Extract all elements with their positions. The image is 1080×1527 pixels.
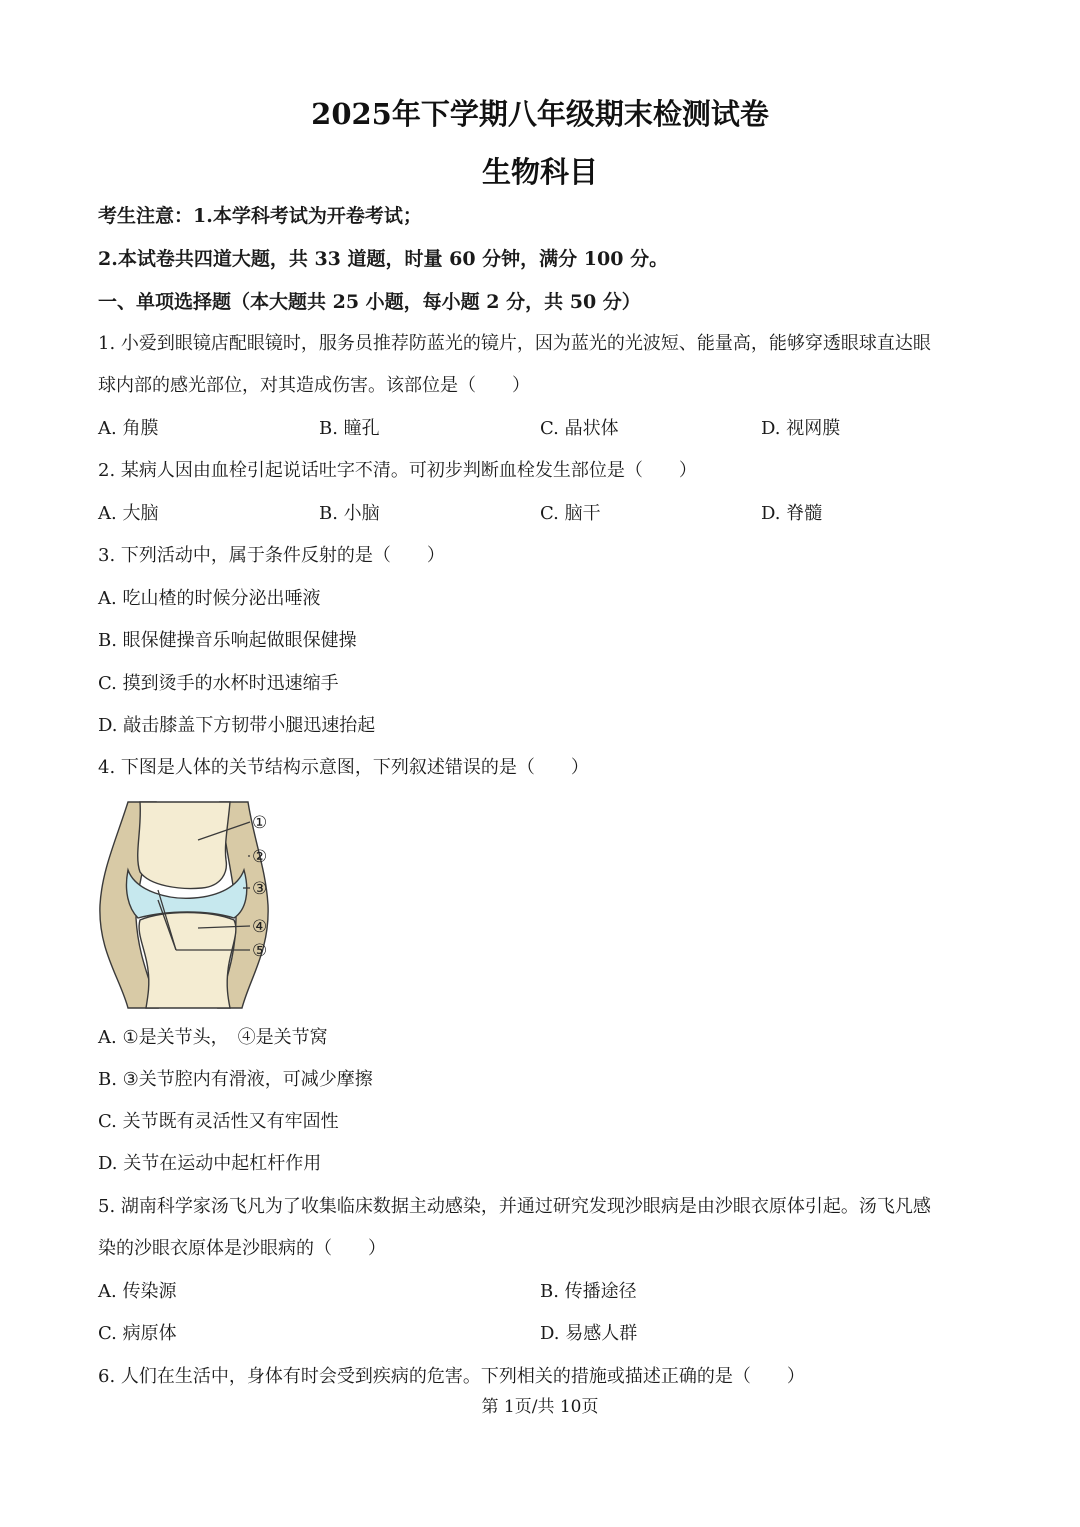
q1-option-b: B. 瞳孔 <box>319 418 380 439</box>
diagram-label-2: ② <box>252 847 268 867</box>
q3-option-b: B. 眼保健操音乐响起做眼保健操 <box>98 630 357 651</box>
q5-option-c: C. 病原体 <box>98 1323 177 1344</box>
q1-option-c: C. 晶状体 <box>540 418 619 439</box>
notice-line-1: 考生注意：1.本学科考试为开卷考试； <box>98 205 422 227</box>
q2-option-b: B. 小脑 <box>319 503 380 524</box>
q2-option-c: C. 脑干 <box>540 503 601 524</box>
diagram-label-4: ④ <box>252 917 268 937</box>
q4-option-d: D. 关节在运动中起杠杆作用 <box>98 1153 322 1174</box>
question-1-line-1: 1. 小爱到眼镜店配眼镜时，服务员推荐防蓝光的镜片，因为蓝光的光波短、能量高，能够穿透眼球直达眼 <box>98 333 931 354</box>
question-5-line-1: 5. 湖南科学家汤飞凡为了收集临床数据主动感染，并通过研究发现沙眼病是由沙眼衣原体引起。汤飞凡感 <box>98 1196 931 1217</box>
question-5-line-2: 染的沙眼衣原体是沙眼病的（ ） <box>98 1238 386 1259</box>
q1-option-a: A. 角膜 <box>98 418 159 439</box>
section-heading: 一、单项选择题（本大题共 25 小题，每小题 2 分，共 50 分） <box>98 291 641 313</box>
exam-title: 2025年下学期八年级期末检测试卷 <box>311 97 769 131</box>
diagram-label-3: ③ <box>252 879 268 899</box>
q2-option-a: A. 大脑 <box>98 503 159 524</box>
q4-option-b: B. ③关节腔内有滑液，可减少摩擦 <box>98 1069 373 1090</box>
question-1-line-2: 球内部的感光部位，对其造成伤害。该部位是（ ） <box>98 375 530 396</box>
q5-option-b: B. 传播途径 <box>540 1281 637 1302</box>
question-4-line-1: 4. 下图是人体的关节结构示意图，下列叙述错误的是（ ） <box>98 757 589 778</box>
q3-option-d: D. 敲击膝盖下方韧带小腿迅速抬起 <box>98 715 376 736</box>
q5-option-d: D. 易感人群 <box>540 1323 638 1344</box>
q5-option-a: A. 传染源 <box>98 1281 177 1302</box>
question-6-line-1: 6. 人们在生活中，身体有时会受到疾病的危害。下列相关的措施或描述正确的是（ ） <box>98 1366 805 1387</box>
joint-structure-diagram <box>98 800 288 1010</box>
q3-option-c: C. 摸到烫手的水杯时迅速缩手 <box>98 673 339 694</box>
q3-option-a: A. 吃山楂的时候分泌出唾液 <box>98 588 321 609</box>
q4-option-a: A. ①是关节头， ④是关节窝 <box>98 1027 328 1048</box>
question-3-line-1: 3. 下列活动中，属于条件反射的是（ ） <box>98 545 445 566</box>
diagram-label-1: ① <box>252 813 268 833</box>
diagram-label-5: ⑤ <box>252 941 268 961</box>
notice-line-2: 2.本试卷共四道大题，共 33 道题，时量 60 分钟，满分 100 分。 <box>98 248 669 270</box>
upper-bone-shape <box>138 802 230 888</box>
question-2-line-1: 2. 某病人因由血栓引起说话吐字不清。可初步判断血栓发生部位是（ ） <box>98 460 697 481</box>
q4-option-c: C. 关节既有灵活性又有牢固性 <box>98 1111 339 1132</box>
q1-option-d: D. 视网膜 <box>761 418 841 439</box>
subject-title: 生物科目 <box>481 155 598 189</box>
page-footer: 第 1页/共 10页 <box>481 1397 599 1417</box>
q2-option-d: D. 脊髓 <box>761 503 823 524</box>
